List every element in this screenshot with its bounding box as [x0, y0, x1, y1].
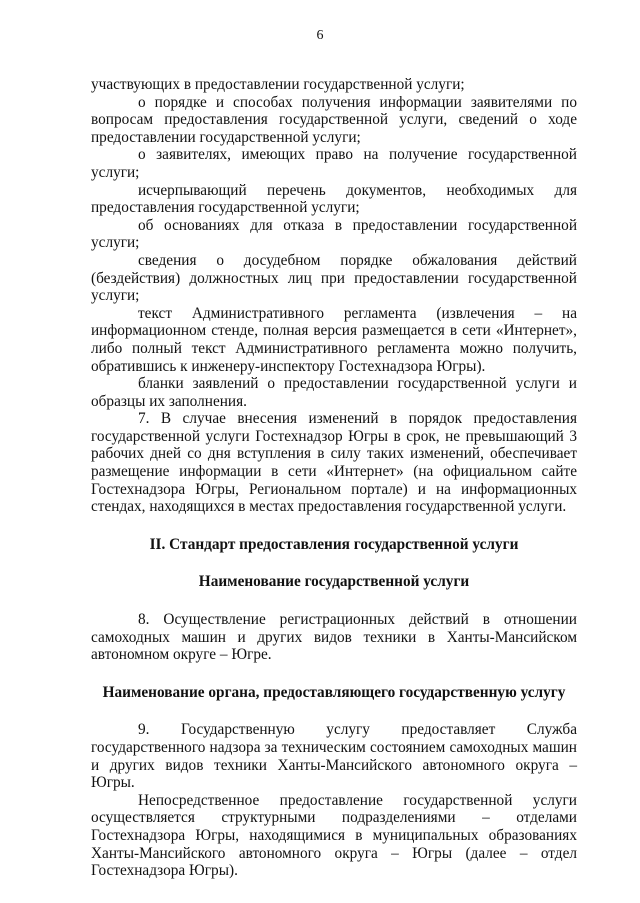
paragraph-application-forms: бланки заявлений о предоставлении государственной услуги и образцы их заполнения.: [91, 375, 577, 410]
paragraph-7: 7. В случае внесения изменений в порядок предоставления государственной услуги Гостехнадзор Югры в срок, не превышающий 3 рабочих дней со дня вступления в силу таких изменений, обеспечивает размещение информации в сети «Интернет» (на официальном сайте Гостехнадзора Югры, Региональном портале) и на информационных стендах, находящихся в местах предоставления государственной услуги.: [91, 410, 577, 516]
paragraph-refusal-grounds: об основаниях для отказа в предоставлении государственной услуги;: [91, 216, 577, 252]
page-number: 6: [316, 28, 324, 43]
paragraph-appeal-procedure: сведения о досудебном порядке обжалования действий (бездействия) должностных лиц при предоставлении государственной услуги;: [91, 251, 577, 305]
paragraph-regulation-text: текст Административного регламента (извлечения – на информационном стенде, полная версия размещается в сети «Интернет», либо полный текст Административного регламента можно получить, обратившись к инженеру-инспектору Гостехнадзора Югры).: [91, 304, 577, 375]
paragraph-info-procedure: о порядке и способах получения информации заявителями по вопросам предоставления государственной услуги, сведений о ходе предоставлении государственной услуги;: [91, 93, 577, 146]
paragraph-9-continued: Непосредственное предоставление государственной услуги осуществляется структурными подразделениями – отделами Гостехнадзора Югры, находящимися в муниципальных образованиях Ханты-Мансийского автономного округа – Югры (далее – отдел Гостехнадзора Югры).: [91, 791, 577, 880]
section-heading: II. Стандарт предоставления государственной услуги: [149, 535, 519, 553]
paragraph-8: 8. Осуществление регистрационных действий в отношении самоходных машин и других видов техники в Ханты-Мансийском автономном округе – Югре.: [91, 611, 577, 664]
document-body: [91, 76, 577, 880]
paragraph-continuation: участвующих в предоставлении государственной услуги;: [91, 76, 465, 93]
paragraph-9: 9. Государственную услугу предоставляет Служба государственного надзора за техническим состоянием самоходных машин и других видов техники Ханты-Мансийского автономного округа – Югры.: [91, 721, 577, 792]
subheading-service-body: Наименование органа, предоставляющего государственную услугу: [102, 683, 566, 701]
paragraph-applicants: о заявителях, имеющих право на получение государственной услуги;: [91, 146, 577, 181]
paragraph-documents-list: исчерпывающий перечень документов, необходимых для предоставления государственной услуги;: [91, 181, 577, 217]
subheading-service-name: Наименование государственной услуги: [198, 573, 470, 591]
